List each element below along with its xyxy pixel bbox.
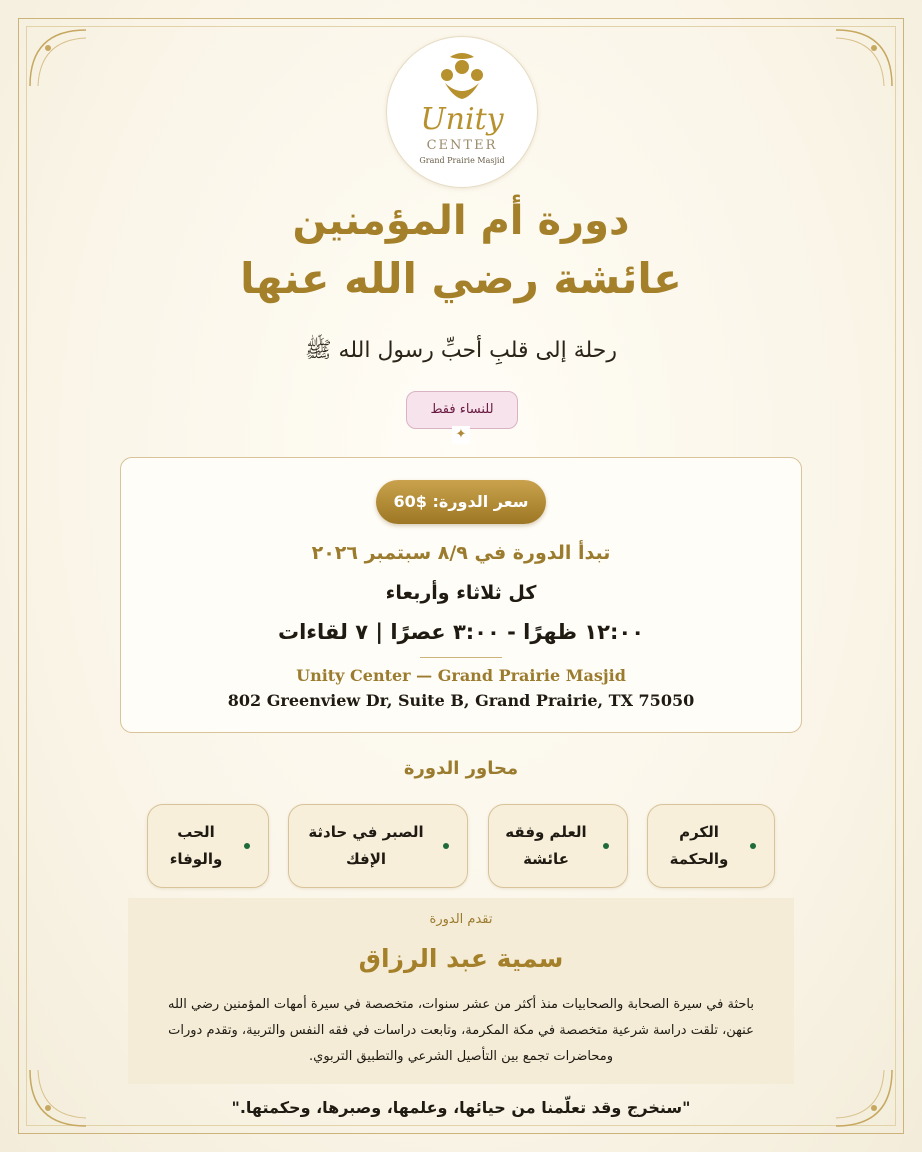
corner-ornament-icon: [26, 1060, 96, 1130]
course-title-line1: دورة أم المؤمنين: [292, 198, 630, 244]
corner-ornament-icon: [26, 26, 96, 96]
schedule-days: كل ثلاثاء وأربعاء: [385, 582, 537, 604]
bullet-dot-icon: [603, 843, 609, 849]
topic-label: العلم وفقه عائشة: [505, 823, 587, 868]
topic-card: [147, 804, 269, 888]
svg-text:Grand Prairie Masjid: Grand Prairie Masjid: [419, 156, 505, 165]
bullet-dot-icon: [443, 843, 449, 849]
schedule-time: ١٢:٠٠ ظهرًا - ٣:٠٠ عصرًا | ٧ لقاءات: [277, 620, 645, 644]
divider: [420, 657, 502, 658]
topic-label: الحب والوفاء: [169, 823, 223, 868]
price-pill: سعر الدورة: $60: [376, 480, 546, 524]
topic-card: [488, 804, 628, 888]
svg-text:CENTER: CENTER: [426, 138, 498, 153]
bullet-dot-icon: [244, 843, 250, 849]
venue-name: Unity Center — Grand Prairie Masjid: [296, 666, 626, 685]
presenter-label: تقدم الدورة: [429, 912, 493, 927]
corner-ornament-icon: [826, 1060, 896, 1130]
corner-ornament-icon: [826, 26, 896, 96]
course-title-line2: عائشة رضي الله عنها: [240, 254, 682, 303]
logo-emblem-icon: [387, 37, 537, 187]
presenter-bio: باحثة في سيرة الصحابة والصحابيات منذ أكثر من عشر سنوات، متخصصة في سيرة أمهات المؤمنين رضي الله عنهن، تلقت دراسة شرعية متخصصة في مكة المكرمة، وتابعت دراسات في فقه النفس والتربية، وتقدم دورات ومحاضرات تجمع بين التأصيل الشرعي والتطبيق التربوي.: [168, 997, 754, 1064]
presenter-name: سمية عبد الرزاق: [358, 944, 564, 973]
course-subtitle: رحلة إلى قلبِ أحبِّ رسول الله ﷺ: [304, 338, 617, 363]
svg-text:Unity: Unity: [420, 102, 504, 137]
women-only-badge: للنساء فقط: [406, 391, 518, 429]
bullet-dot-icon: [750, 843, 756, 849]
topic-card: [647, 804, 775, 888]
unity-center-logo: [386, 36, 538, 188]
topic-card: [288, 804, 468, 888]
topic-label: الصبر في حادثة الإفك: [308, 823, 424, 868]
venue-address: 802 Greenview Dr, Suite B, Grand Prairie, TX 75050: [227, 691, 695, 710]
start-date: تبدأ الدورة في ٨/٩ سبتمبر ٢٠٢٦: [311, 542, 611, 564]
topics-heading: محاور الدورة: [403, 758, 519, 779]
sparkle-icon: ✦: [452, 426, 470, 444]
closing-quote: "سنخرج وقد تعلّمنا من حيائها، وعلمها، وصبرها، وحكمتها.": [231, 1098, 691, 1117]
topic-label: الكرم والحكمة: [669, 823, 729, 868]
